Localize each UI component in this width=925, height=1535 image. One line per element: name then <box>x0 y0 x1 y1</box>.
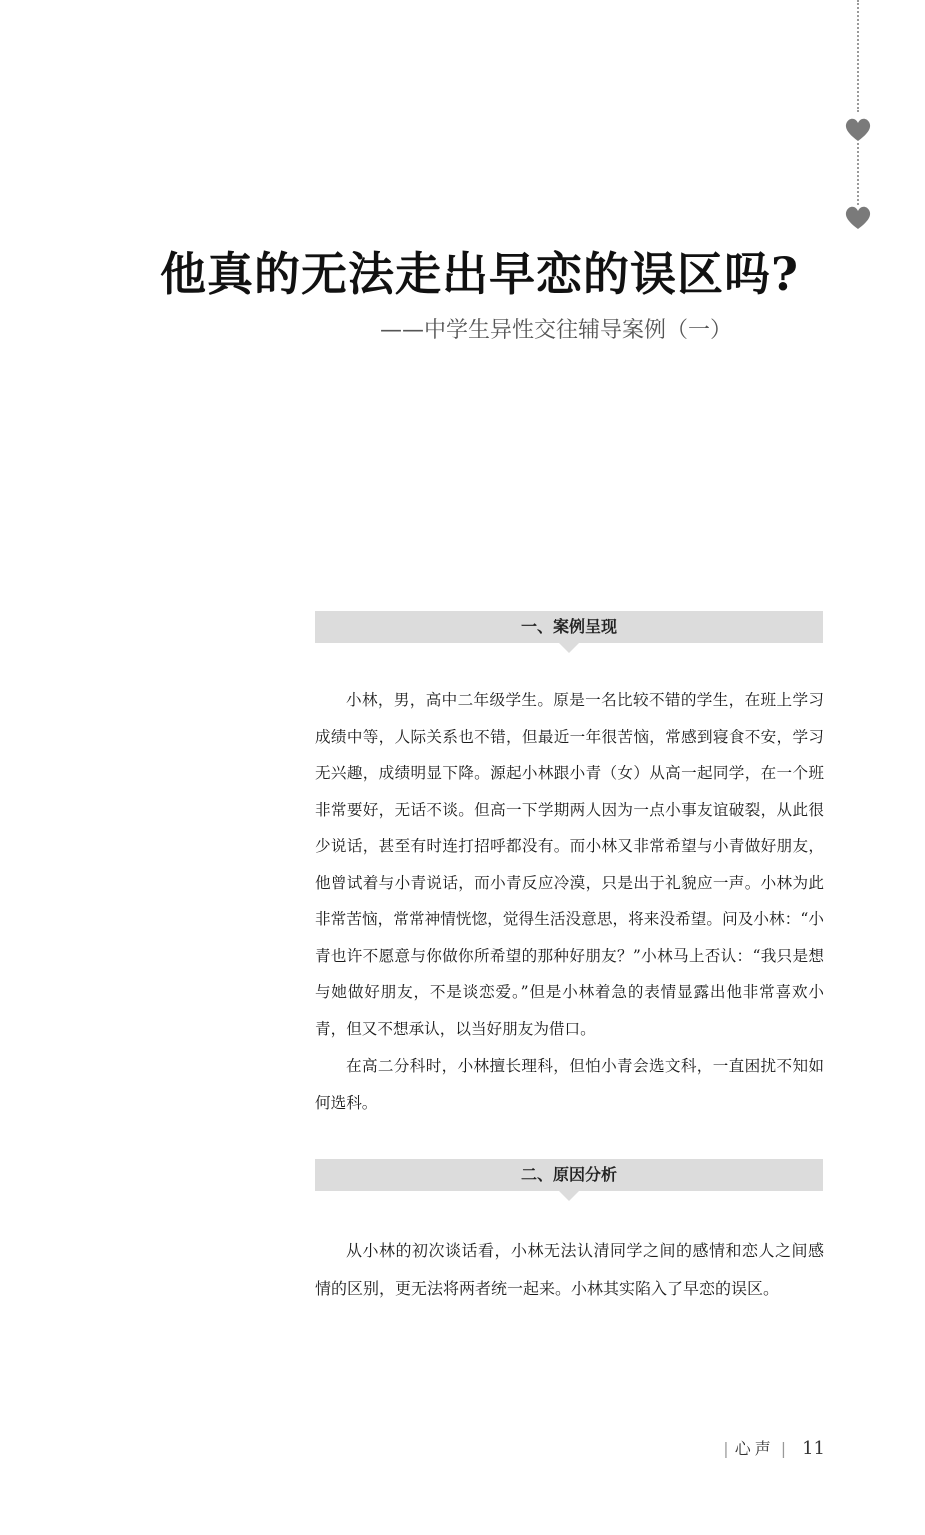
body-paragraph: 在高二分科时，小林擅长理科，但怕小青会选文科，一直困扰不知如何选科。 <box>315 1057 824 1112</box>
section-heading: 一、案例呈现 <box>520 617 617 636</box>
heart-icon <box>843 114 873 144</box>
body-paragraph: 从小林的初次谈话看，小林无法认清同学之间的感情和恋人之间感情的区别，更无法将两者统一起来。小林其实陷入了早恋的误区。 <box>315 1241 824 1298</box>
page-number: 11 <box>802 1438 825 1459</box>
section-notch <box>559 1191 579 1201</box>
article-title: 他真的无法走出早恋的误区吗? <box>160 247 799 301</box>
dotted-line-middle <box>857 143 859 205</box>
heart-icon <box>843 202 873 232</box>
section-notch <box>559 643 579 653</box>
dotted-line-top <box>857 0 859 112</box>
article-subtitle: ——中学生异性交往辅导案例（一） <box>380 318 733 343</box>
magazine-name: 心声 <box>734 1439 775 1458</box>
section-heading: 二、原因分析 <box>520 1165 617 1184</box>
body-paragraph: 小林，男，高中二年级学生。原是一名比较不错的学生，在班上学习成绩中等，人际关系也不错，但最近一年很苦恼，常感到寝食不安，学习无兴趣，成绩明显下降。源起小林跟小青（女）从高一起同学，在一个班非常要好，无话不谈。但高一下学期两人因为一点小事友谊破裂，从此很少说话，甚至有时连打招呼都没有。而小林又非常希望与小青做好朋友，他曾试着与小青说话，而小青反应冷漠，只是出于礼貌应一声。小林为此非常苦恼，常常神情恍惚，觉得生活没意思，将来没希望。问及小林：“小青也许不愿意与你做你所希望的那种好朋友？”小林马上否认：“我只是想与她做好朋友，不是谈恋爱。”但是小林着急的表情显露出他非常喜欢小青，但又不想承认，以当好朋友为借口。 <box>315 691 824 1038</box>
footer-divider: | <box>723 1439 729 1458</box>
section-header-analysis <box>315 1159 823 1191</box>
page-footer <box>717 1436 825 1459</box>
section-header-case <box>315 611 823 643</box>
footer-divider: | <box>780 1439 787 1458</box>
